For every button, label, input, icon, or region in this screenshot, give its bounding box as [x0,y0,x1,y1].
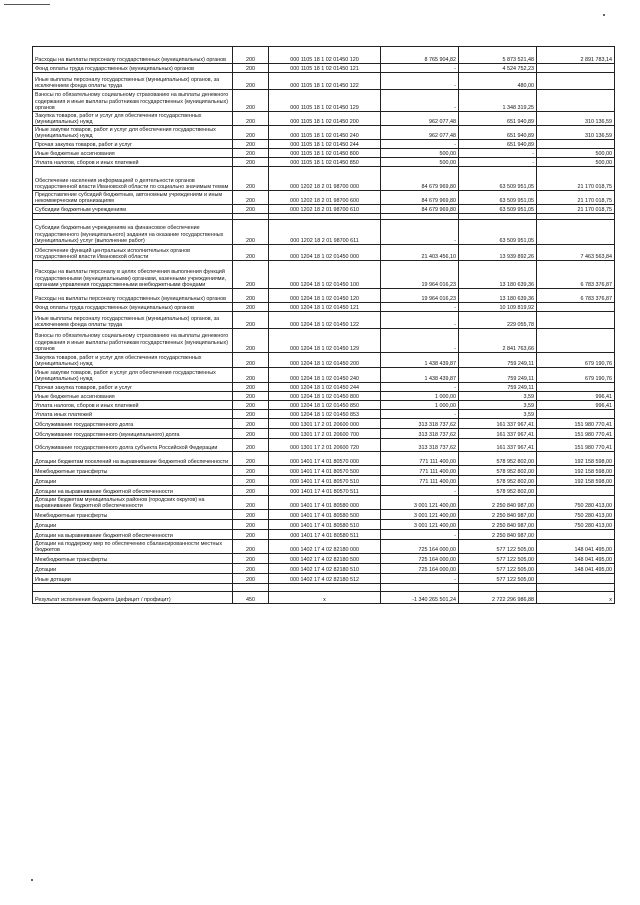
executed-amount-cell: 229 055,78 [459,312,537,329]
unexecuted-amount-cell: 192 158 598,00 [537,466,615,476]
executed-amount-cell: 577 122 505,00 [459,540,537,554]
unexecuted-amount-cell: x [537,592,615,604]
approved-amount-cell: 19 964 016,23 [381,261,459,289]
row-name-cell: Дотации на поддержку мер по обеспечению сбалансированности местных бюджетов [33,540,233,554]
approved-amount-cell: 500,00 [381,158,459,167]
row-name-cell: Предоставление субсидий бюджетным, автономным учреждениям и иным некоммерческим организациям [33,191,233,205]
unexecuted-amount-cell: 21 170 018,75 [537,205,615,214]
row-code-cell: 200 [233,191,269,205]
row-name-cell: Обеспечение населения информацией о деятельности органов государственной власти Ивановской области по социально значимым темам [33,167,233,191]
table-row [33,245,615,261]
approved-amount-cell: - [381,383,459,392]
table-row [33,112,615,126]
classification-code-cell: 000 1204 18 1 02 01450 240 [269,368,381,383]
table-row [33,140,615,149]
row-code-cell: 200 [233,510,269,520]
executed-amount-cell: 651 940,89 [459,140,537,149]
row-name-cell: Межбюджетные трансферты [33,466,233,476]
spacer-cell [381,584,459,592]
row-name-cell: Взносы по обязательному социальному страхованию на выплаты денежного содержания и иные выплаты работникам государственных (муниципальных) органов [33,90,233,112]
approved-amount-cell: 84 679 969,80 [381,191,459,205]
executed-amount-cell: - [459,149,537,158]
row-name-cell: Субсидии бюджетным учреждениям [33,205,233,214]
executed-amount-cell: 13 180 639,36 [459,289,537,303]
row-code-cell: 200 [233,486,269,496]
table-row [33,439,615,452]
row-code-cell: 200 [233,245,269,261]
executed-amount-cell: 578 952 802,00 [459,476,537,486]
approved-amount-cell: -1 340 265 501,24 [381,592,459,604]
executed-amount-cell: 651 940,89 [459,112,537,126]
classification-code-cell: 000 1105 18 1 02 01450 244 [269,140,381,149]
row-name-cell: Прочая закупка товаров, работ и услуг [33,140,233,149]
table-row [33,289,615,303]
unexecuted-amount-cell: 500,00 [537,149,615,158]
table-spacer-row [33,584,615,592]
approved-amount-cell: 19 964 016,23 [381,289,459,303]
classification-code-cell: 000 1402 17 4 02 82180 000 [269,540,381,554]
row-code-cell: 200 [233,158,269,167]
unexecuted-amount-cell: 151 980 770,41 [537,419,615,429]
classification-code-cell: 000 1401 17 4 01 80580 511 [269,530,381,540]
row-name-cell: Иные выплаты персоналу государственных (муниципальных) органов, за исключением фонда оплаты труда [33,312,233,329]
row-code-cell: 200 [233,540,269,554]
unexecuted-amount-cell: 192 158 598,00 [537,476,615,486]
executed-amount-cell: 2 250 840 987,00 [459,520,537,530]
row-name-cell: Обслуживание государственного (муниципального) долга [33,429,233,439]
classification-code-cell: 000 1401 17 4 01 80580 500 [269,510,381,520]
approved-amount-cell: 962 077,48 [381,112,459,126]
table-row [33,90,615,112]
approved-amount-cell: - [381,73,459,90]
row-code-cell: 200 [233,261,269,289]
row-code-cell: 200 [233,73,269,90]
approved-amount-cell: - [381,530,459,540]
unexecuted-amount-cell: 148 041 495,00 [537,540,615,554]
row-name-cell: Иные закупки товаров, работ и услуг для обеспечения государственных (муниципальных) нужд [33,126,233,140]
row-code-cell: 200 [233,574,269,584]
row-code-cell: 200 [233,452,269,466]
row-code-cell: 200 [233,392,269,401]
row-code-cell: 200 [233,289,269,303]
row-code-cell: 200 [233,303,269,312]
table-row [33,496,615,510]
approved-amount-cell: 500,00 [381,149,459,158]
approved-amount-cell: 8 765 904,82 [381,47,459,64]
table-row [33,476,615,486]
classification-code-cell: 000 1401 17 4 01 80570 000 [269,452,381,466]
unexecuted-amount-cell [537,64,615,73]
row-code-cell: 200 [233,554,269,564]
classification-code-cell: 000 1105 18 1 02 01450 800 [269,149,381,158]
classification-code-cell: 000 1204 18 1 02 01450 122 [269,312,381,329]
table-row [33,410,615,419]
table-row [33,368,615,383]
executed-amount-cell: 759 249,11 [459,383,537,392]
approved-amount-cell: - [381,486,459,496]
classification-code-cell: 000 1402 17 4 02 82180 510 [269,564,381,574]
executed-amount-cell: 577 122 505,00 [459,554,537,564]
approved-amount-cell: - [381,312,459,329]
classification-code-cell: 000 1402 17 4 02 82180 512 [269,574,381,584]
table-row [33,353,615,368]
executed-amount-cell: 161 337 967,41 [459,439,537,452]
row-code-cell: 200 [233,205,269,214]
executed-amount-cell: 10 109 819,92 [459,303,537,312]
unexecuted-amount-cell: 151 980 770,41 [537,429,615,439]
row-name-cell: Иные выплаты персоналу государственных (муниципальных) органов, за исключением фонда оплаты труда [33,73,233,90]
executed-amount-cell: 759 249,11 [459,368,537,383]
row-name-cell: Дотации бюджетам поселений на выравнивание бюджетной обеспеченности [33,452,233,466]
row-name-cell: Взносы по обязательному социальному страхованию на выплаты денежного содержания и иные выплаты работникам государственных (муниципальных) органов [33,329,233,353]
classification-code-cell: 000 1401 17 4 01 80570 510 [269,476,381,486]
unexecuted-amount-cell [537,303,615,312]
classification-code-cell: 000 1204 18 1 02 01450 100 [269,261,381,289]
row-code-cell: 200 [233,401,269,410]
executed-amount-cell: 2 722 296 986,88 [459,592,537,604]
table-row [33,312,615,329]
executed-amount-cell: 3,59 [459,410,537,419]
classification-code-cell: 000 1105 18 1 02 01450 129 [269,90,381,112]
spacer-cell [459,584,537,592]
table-row [33,205,615,214]
row-name-cell: Субсидии бюджетным учреждениям на финансовое обеспечение государственного (муниципального) задания на оказание государственных (муниципальных) услуг (выполнение работ) [33,220,233,245]
row-code-cell: 200 [233,167,269,191]
approved-amount-cell: 725 164 000,00 [381,540,459,554]
row-name-cell: Межбюджетные трансферты [33,510,233,520]
table-row [33,592,615,604]
unexecuted-amount-cell [537,530,615,540]
unexecuted-amount-cell [537,329,615,353]
scan-speck [31,879,33,881]
unexecuted-amount-cell [537,574,615,584]
table-row [33,167,615,191]
unexecuted-amount-cell [537,90,615,112]
classification-code-cell: 000 1105 18 1 02 01450 240 [269,126,381,140]
classification-code-cell: 000 1401 17 4 01 80570 500 [269,466,381,476]
approved-amount-cell: 21 403 456,10 [381,245,459,261]
row-name-cell: Фонд оплаты труда государственных (муниципальных) органов [33,64,233,73]
row-code-cell: 200 [233,64,269,73]
executed-amount-cell: 5 873 521,48 [459,47,537,64]
classification-code-cell: 000 1204 18 1 02 01450 853 [269,410,381,419]
table-row [33,64,615,73]
spacer-cell [269,584,381,592]
budget-execution-table [32,46,615,604]
row-name-cell: Уплата иных платежей [33,410,233,419]
row-code-cell: 200 [233,439,269,452]
row-name-cell: Межбюджетные трансферты [33,554,233,564]
table-row [33,191,615,205]
row-name-cell: Дотации на выравнивание бюджетной обеспеченности [33,486,233,496]
table-row [33,220,615,245]
unexecuted-amount-cell: 750 280 413,00 [537,496,615,510]
approved-amount-cell: - [381,329,459,353]
approved-amount-cell: - [381,303,459,312]
approved-amount-cell: 313 318 737,62 [381,419,459,429]
unexecuted-amount-cell [537,410,615,419]
table-row [33,401,615,410]
row-code-cell: 200 [233,564,269,574]
scan-speck [603,14,605,16]
spacer-cell [233,584,269,592]
row-name-cell: Прочая закупка товаров, работ и услуг [33,383,233,392]
table-row [33,303,615,312]
executed-amount-cell: 578 952 802,00 [459,486,537,496]
classification-code-cell: 000 1204 18 1 02 01450 121 [269,303,381,312]
classification-code-cell: 000 1204 18 1 02 01450 244 [269,383,381,392]
row-code-cell: 200 [233,419,269,429]
table-row [33,73,615,90]
table-row [33,510,615,520]
row-code-cell: 200 [233,476,269,486]
row-code-cell: 200 [233,410,269,419]
approved-amount-cell: 771 111 400,00 [381,466,459,476]
classification-code-cell: 000 1204 18 1 02 01450 800 [269,392,381,401]
approved-amount-cell: 3 001 121 400,00 [381,496,459,510]
classification-code-cell: 000 1202 18 2 01 98700 600 [269,191,381,205]
approved-amount-cell: 962 077,48 [381,126,459,140]
row-name-cell: Уплата налогов, сборов и иных платежей [33,158,233,167]
approved-amount-cell: 84 679 969,80 [381,205,459,214]
row-code-cell: 200 [233,329,269,353]
approved-amount-cell: - [381,140,459,149]
unexecuted-amount-cell: 21 170 018,75 [537,167,615,191]
row-code-cell: 200 [233,47,269,64]
approved-amount-cell: - [381,64,459,73]
table-row [33,540,615,554]
row-name-cell: Дотации [33,520,233,530]
approved-amount-cell: 1 438 439,87 [381,368,459,383]
unexecuted-amount-cell: 679 190,76 [537,368,615,383]
row-name-cell: Иные бюджетные ассигнования [33,392,233,401]
classification-code-cell: 000 1202 18 2 01 98700 610 [269,205,381,214]
approved-amount-cell: 313 318 737,62 [381,439,459,452]
classification-code-cell: 000 1204 18 1 02 01450 129 [269,329,381,353]
table-row [33,530,615,540]
spacer-cell [33,584,233,592]
row-code-cell: 200 [233,368,269,383]
unexecuted-amount-cell [537,383,615,392]
executed-amount-cell: 63 509 951,05 [459,191,537,205]
row-name-cell: Дотации [33,476,233,486]
table-row [33,466,615,476]
table-row [33,429,615,439]
row-code-cell: 200 [233,220,269,245]
row-name-cell: Фонд оплаты труда государственных (муниципальных) органов [33,303,233,312]
table-body [33,47,615,604]
row-name-cell: Уплата налогов, сборов и иных платежей [33,401,233,410]
executed-amount-cell: 63 509 951,05 [459,220,537,245]
table-row [33,158,615,167]
classification-code-cell: 000 1301 17 2 01 20600 700 [269,429,381,439]
table-row [33,47,615,64]
approved-amount-cell: 771 111 400,00 [381,452,459,466]
unexecuted-amount-cell [537,73,615,90]
unexecuted-amount-cell: 750 280 413,00 [537,510,615,520]
row-name-cell: Дотации бюджетам муниципальных районов (городских округов) на выравнивание бюджетной обеспеченности [33,496,233,510]
executed-amount-cell: 759 249,11 [459,353,537,368]
approved-amount-cell: 725 164 000,00 [381,554,459,564]
unexecuted-amount-cell: 192 158 598,00 [537,452,615,466]
executed-amount-cell: 577 122 505,00 [459,574,537,584]
table-row [33,383,615,392]
approved-amount-cell: 771 111 400,00 [381,476,459,486]
classification-code-cell: 000 1401 17 4 01 80570 511 [269,486,381,496]
approved-amount-cell: - [381,220,459,245]
approved-amount-cell: 84 679 969,80 [381,167,459,191]
table-row [33,564,615,574]
row-name-cell: Расходы на выплаты персоналу государственных (муниципальных) органов [33,47,233,64]
table-row [33,486,615,496]
table-row [33,392,615,401]
executed-amount-cell: 4 524 752,23 [459,64,537,73]
executed-amount-cell: 3,59 [459,392,537,401]
unexecuted-amount-cell [537,220,615,245]
classification-code-cell: 000 1105 18 1 02 01450 850 [269,158,381,167]
classification-code-cell: 000 1401 17 4 01 80580 510 [269,520,381,530]
executed-amount-cell: 63 509 951,05 [459,205,537,214]
table-row [33,329,615,353]
top-edge-line [4,4,50,5]
classification-code-cell: x [269,592,381,604]
approved-amount-cell: 3 001 121 400,00 [381,520,459,530]
classification-code-cell: 000 1105 18 1 02 01450 200 [269,112,381,126]
row-name-cell: Расходы на выплаты персоналу государственных (муниципальных) органов [33,289,233,303]
approved-amount-cell: - [381,574,459,584]
unexecuted-amount-cell [537,140,615,149]
classification-code-cell: 000 1204 18 1 02 01450 850 [269,401,381,410]
unexecuted-amount-cell: 6 783 376,87 [537,261,615,289]
row-name-cell: Иные дотации [33,574,233,584]
classification-code-cell: 000 1105 18 1 02 01450 121 [269,64,381,73]
approved-amount-cell: - [381,90,459,112]
row-name-cell: Обслуживание государственного долга [33,419,233,429]
approved-amount-cell: 313 318 737,62 [381,429,459,439]
executed-amount-cell: 3,59 [459,401,537,410]
executed-amount-cell: 2 250 840 987,00 [459,510,537,520]
row-name-cell: Закупка товаров, работ и услуг для обеспечения государственных (муниципальных) нужд [33,112,233,126]
classification-code-cell: 000 1202 18 2 01 98700 611 [269,220,381,245]
executed-amount-cell: - [459,158,537,167]
table-row [33,126,615,140]
table-row [33,554,615,564]
table-row [33,149,615,158]
executed-amount-cell: 578 952 802,00 [459,452,537,466]
executed-amount-cell: 161 337 967,41 [459,419,537,429]
table-row [33,261,615,289]
unexecuted-amount-cell: 6 783 376,87 [537,289,615,303]
table-row [33,452,615,466]
row-name-cell: Дотации на выравнивание бюджетной обеспеченности [33,530,233,540]
row-code-cell: 200 [233,520,269,530]
classification-code-cell: 000 1204 18 1 02 01450 120 [269,289,381,303]
executed-amount-cell: 2 841 763,66 [459,329,537,353]
unexecuted-amount-cell [537,486,615,496]
approved-amount-cell: - [381,410,459,419]
unexecuted-amount-cell [537,312,615,329]
row-code-cell: 200 [233,530,269,540]
approved-amount-cell: 1 000,00 [381,401,459,410]
row-name-cell: Дотации [33,564,233,574]
row-name-cell: Закупка товаров, работ и услуг для обеспечения государственных (муниципальных) нужд [33,353,233,368]
executed-amount-cell: 651 940,89 [459,126,537,140]
unexecuted-amount-cell: 2 891 783,14 [537,47,615,64]
unexecuted-amount-cell: 996,41 [537,392,615,401]
executed-amount-cell: 578 952 802,00 [459,466,537,476]
row-code-cell: 200 [233,429,269,439]
row-code-cell: 200 [233,112,269,126]
table-row [33,574,615,584]
row-code-cell: 450 [233,592,269,604]
row-name-cell: Обслуживание государственного долга субъекта Российской Федерации [33,439,233,452]
executed-amount-cell: 2 250 840 987,00 [459,496,537,510]
row-code-cell: 200 [233,126,269,140]
unexecuted-amount-cell: 500,00 [537,158,615,167]
row-name-cell: Иные бюджетные ассигнования [33,149,233,158]
approved-amount-cell: 1 000,00 [381,392,459,401]
classification-code-cell: 000 1204 18 1 02 01450 200 [269,353,381,368]
unexecuted-amount-cell: 148 041 495,00 [537,554,615,564]
unexecuted-amount-cell: 310 136,59 [537,126,615,140]
row-name-cell: Иные закупки товаров, работ и услуг для обеспечения государственных (муниципальных) нужд [33,368,233,383]
row-code-cell: 200 [233,90,269,112]
unexecuted-amount-cell: 679 190,76 [537,353,615,368]
executed-amount-cell: 13 180 639,36 [459,261,537,289]
classification-code-cell: 000 1204 18 1 02 01450 000 [269,245,381,261]
executed-amount-cell: 1 348 319,25 [459,90,537,112]
unexecuted-amount-cell: 148 041 495,00 [537,564,615,574]
executed-amount-cell: 161 337 967,41 [459,429,537,439]
row-code-cell: 200 [233,140,269,149]
approved-amount-cell: 1 438 439,87 [381,353,459,368]
executed-amount-cell: 480,00 [459,73,537,90]
unexecuted-amount-cell: 750 280 413,00 [537,520,615,530]
row-code-cell: 200 [233,149,269,158]
unexecuted-amount-cell: 21 170 018,75 [537,191,615,205]
classification-code-cell: 000 1202 18 2 01 98700 000 [269,167,381,191]
executed-amount-cell: 577 122 505,00 [459,564,537,574]
row-code-cell: 200 [233,353,269,368]
classification-code-cell: 000 1402 17 4 02 82180 500 [269,554,381,564]
approved-amount-cell: 725 164 000,00 [381,564,459,574]
classification-code-cell: 000 1105 18 1 02 01450 120 [269,47,381,64]
table-row [33,419,615,429]
table-row [33,520,615,530]
approved-amount-cell: 3 001 121 400,00 [381,510,459,520]
row-code-cell: 200 [233,496,269,510]
row-code-cell: 200 [233,312,269,329]
executed-amount-cell: 63 509 951,05 [459,167,537,191]
unexecuted-amount-cell: 996,41 [537,401,615,410]
executed-amount-cell: 2 250 840 987,00 [459,530,537,540]
row-name-cell: Результат исполнения бюджета (дефицит / профицит) [33,592,233,604]
unexecuted-amount-cell: 310 136,59 [537,112,615,126]
row-name-cell: Обеспечение функций центральных исполнительных органов государственной власти Ивановской области [33,245,233,261]
row-code-cell: 200 [233,383,269,392]
unexecuted-amount-cell: 7 463 563,84 [537,245,615,261]
unexecuted-amount-cell: 151 980 770,41 [537,439,615,452]
executed-amount-cell: 13 939 892,26 [459,245,537,261]
spacer-cell [537,584,615,592]
classification-code-cell: 000 1301 17 2 01 20600 720 [269,439,381,452]
row-name-cell: Расходы на выплаты персоналу в целях обеспечения выполнения функций государственными (муниципальными) органами, казенными учреждениями, органами управления государственными внебюджетными фондами [33,261,233,289]
row-code-cell: 200 [233,466,269,476]
classification-code-cell: 000 1401 17 4 01 80580 000 [269,496,381,510]
classification-code-cell: 000 1301 17 2 01 20600 000 [269,419,381,429]
classification-code-cell: 000 1105 18 1 02 01450 122 [269,73,381,90]
